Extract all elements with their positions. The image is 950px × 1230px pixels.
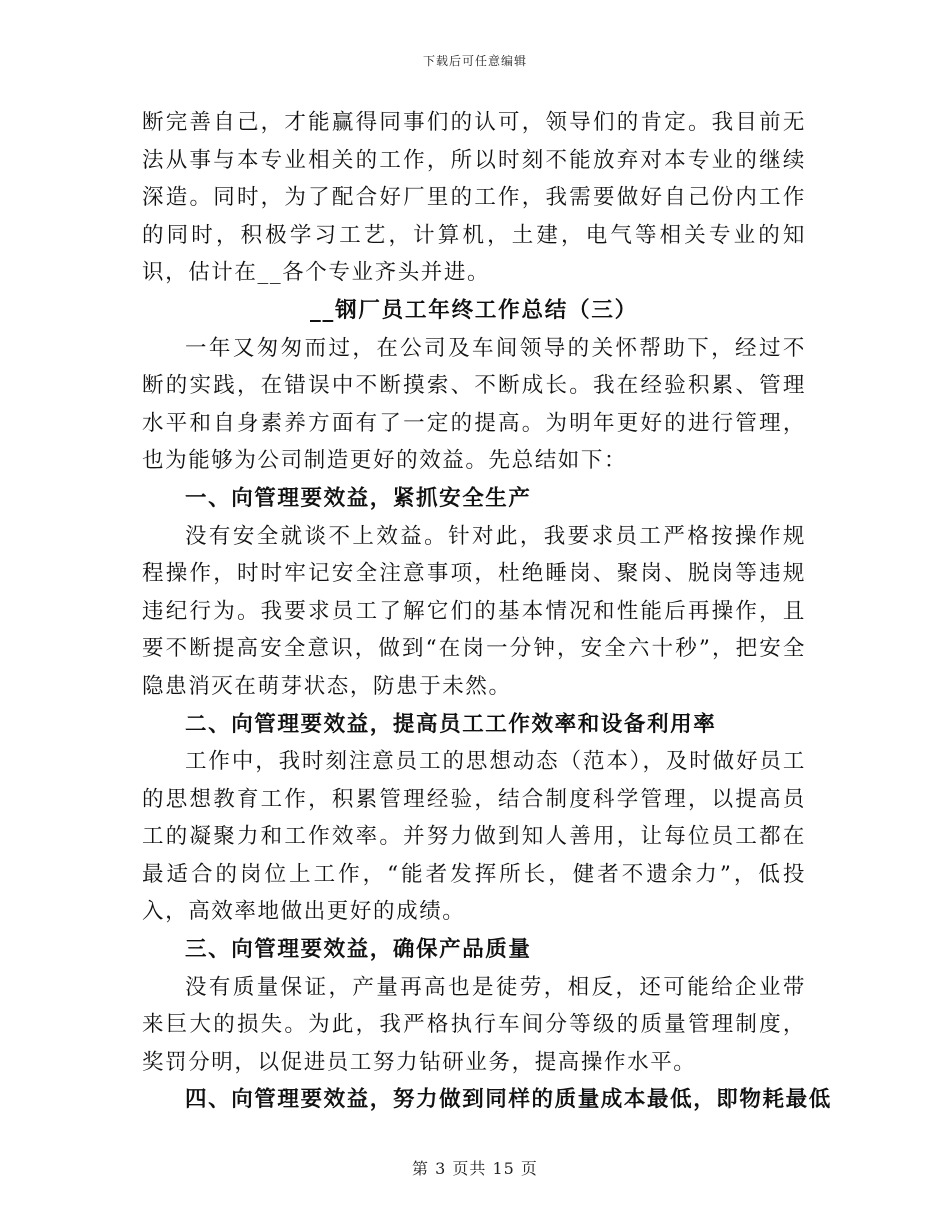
document-body (142, 104, 832, 1119)
paragraph-efficiency: 工作中，我时刻注意员工的思想动态（范本），及时做好员工的思想教育工作，积累管理经验，结合制度科学管理，以提高员工的凝聚力和工作效率。并努力做到知人善用，让每位员工都在最适合的岗位上工作，“能者发挥所长，健者不遗余力”，低投入，高效率地做出更好的成绩。 (142, 749, 806, 925)
continuation-paragraph: 断完善自己，才能赢得同事们的认可，领导们的肯定。我目前无法从事与本专业相关的工作，所以时刻不能放弃对本专业的继续深造。同时，为了配合好厂里的工作，我需要做好自己份内工作的同时，积极学习工艺，计算机，土建，电气等相关专业的知识，估计在__各个专业齐头并进。 (142, 110, 806, 286)
heading-efficiency: 二、向管理要效益，提高员工工作效率和设备利用率 (185, 711, 717, 737)
intro-paragraph: 一年又匆匆而过，在公司及车间领导的关怀帮助下，经过不断的实践，在错误中不断摸索、不断成长。我在经验积累、管理水平和自身素养方面有了一定的提高。为明年更好的进行管理，也为能够为公司制造更好的效益。先总结如下： (142, 335, 806, 474)
heading-safety: 一、向管理要效益，紧抓安全生产 (185, 485, 532, 511)
section-title: __钢厂员工年终工作总结（三） (309, 297, 638, 323)
paragraph-quality: 没有质量保证，产量再高也是徒劳，相反，还可能给企业带来巨大的损失。为此，我严格执行车间分等级的质量管理制度，奖罚分明，以促进员工努力钻研业务，提高操作水平。 (142, 974, 806, 1075)
heading-quality: 三、向管理要效益，确保产品质量 (185, 937, 532, 963)
paragraph-safety: 没有安全就谈不上效益。针对此，我要求员工严格按操作规程操作，时时牢记安全注意事项，杜绝睡岗、聚岗、脱岗等违规违纪行为。我要求员工了解它们的基本情况和性能后再操作，且要不断提高安全意识，做到“在岗一分钟，安全六十秒”，把安全隐患消灭在萌芽状态，防患于未然。 (142, 523, 806, 699)
page-footer: 第 3 页共 15 页 (412, 1159, 538, 1178)
heading-cost: 四、向管理要效益，努力做到同样的质量成本最低，即物耗最低 (185, 1087, 832, 1113)
page-header: 下载后可任意编辑 (422, 54, 527, 68)
